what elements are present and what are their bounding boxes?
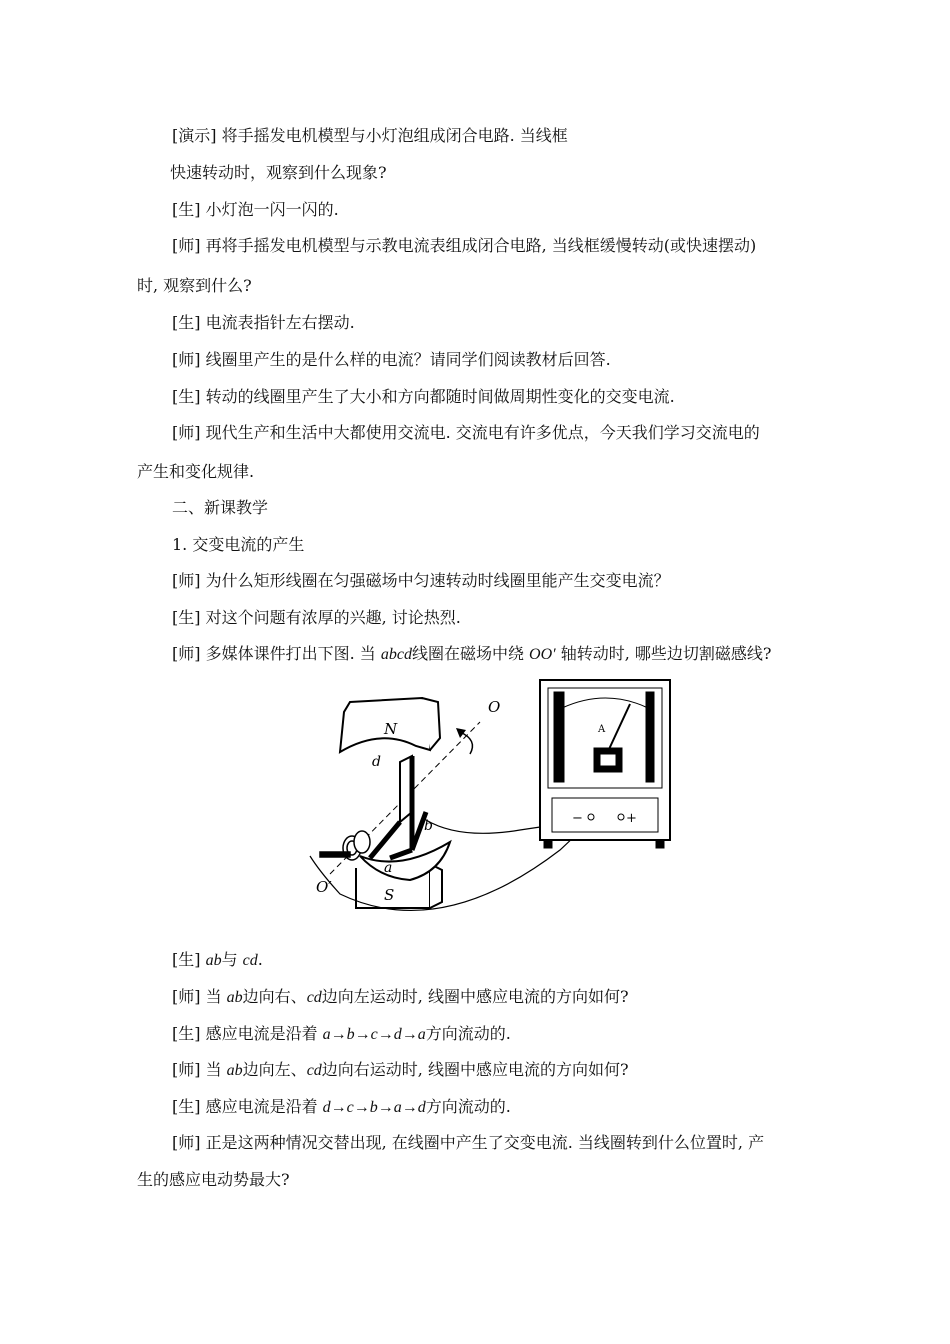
axis-o-prime-label: O′ xyxy=(316,878,332,896)
text-line: [师] 线圈里产生的是什么样的电流？请同学们阅读教材后回答. xyxy=(172,350,611,369)
terminal-minus-label: − xyxy=(572,811,583,826)
text-line: 生的感应电动势最大? xyxy=(137,1170,290,1189)
meter-unit-label: A xyxy=(598,724,606,735)
text-line: [师] 多媒体课件打出下图. 当 abcd线圈在磁场中绕 OO′ 轴转动时, 哪些边切割磁感线? xyxy=(172,644,772,663)
section-heading: 二、新课教学 xyxy=(172,498,269,517)
pole-n-label: N xyxy=(384,720,398,738)
side-d-label: d xyxy=(372,754,381,770)
text-line: [生] 感应电流是沿着 a→b→c→d→a方向流动的. xyxy=(172,1024,511,1043)
text-line: [师] 当 ab边向左、cd边向右运动时, 线圈中感应电流的方向如何? xyxy=(172,1060,629,1079)
text-line: [生] 电流表指针左右摆动. xyxy=(172,313,355,332)
pole-s-label: S xyxy=(384,886,395,904)
galvanometer xyxy=(540,680,670,848)
text-line: 快速转动时，观察到什么现象? xyxy=(170,163,387,182)
text-line: 产生和变化规律. xyxy=(137,462,255,481)
text-line: [师] 为什么矩形线圈在匀强磁场中匀速转动时线圈里能产生交变电流？ xyxy=(172,571,670,590)
coil xyxy=(370,756,426,858)
rotation-arrowhead xyxy=(456,728,466,738)
text-line: [生] 对这个问题有浓厚的兴趣, 讨论热烈. xyxy=(172,608,461,627)
text-line: [演示] 将手摇发电机模型与小灯泡组成闭合电路. 当线框 xyxy=(172,126,568,145)
text-line: [生] 小灯泡一闪一闪的. xyxy=(172,200,339,219)
text-line: [师] 再将手摇发电机模型与示教电流表组成闭合电路, 当线框缓慢转动(或快速摆动) xyxy=(172,236,757,255)
slip-rings xyxy=(320,831,370,860)
subsection-heading: 1. 交变电流的产生 xyxy=(172,535,305,554)
text-line: [生] 感应电流是沿着 d→c→b→a→d方向流动的. xyxy=(172,1097,511,1116)
text-line: [师] 当 ab边向右、cd边向左运动时, 线圈中感应电流的方向如何? xyxy=(172,987,629,1006)
text-line: [师] 现代生产和生活中大都使用交流电. 交流电有许多优点，今天我们学习交流电的 xyxy=(172,423,760,442)
axis-o-label: O xyxy=(488,698,501,716)
side-b-label: b xyxy=(424,818,433,834)
text-line: [师] 正是这两种情况交替出现, 在线圈中产生了交变电流. 当线圈转到什么位置时, 产 xyxy=(172,1133,765,1152)
text-line: 时, 观察到什么? xyxy=(137,276,252,295)
generator-diagram xyxy=(300,672,680,932)
text-line: [生] ab与 cd. xyxy=(172,950,263,969)
side-a-label: a xyxy=(384,860,393,876)
terminal-plus-label: + xyxy=(626,811,637,826)
text-line: [生] 转动的线圈里产生了大小和方向都随时间做周期性变化的交变电流. xyxy=(172,387,675,406)
